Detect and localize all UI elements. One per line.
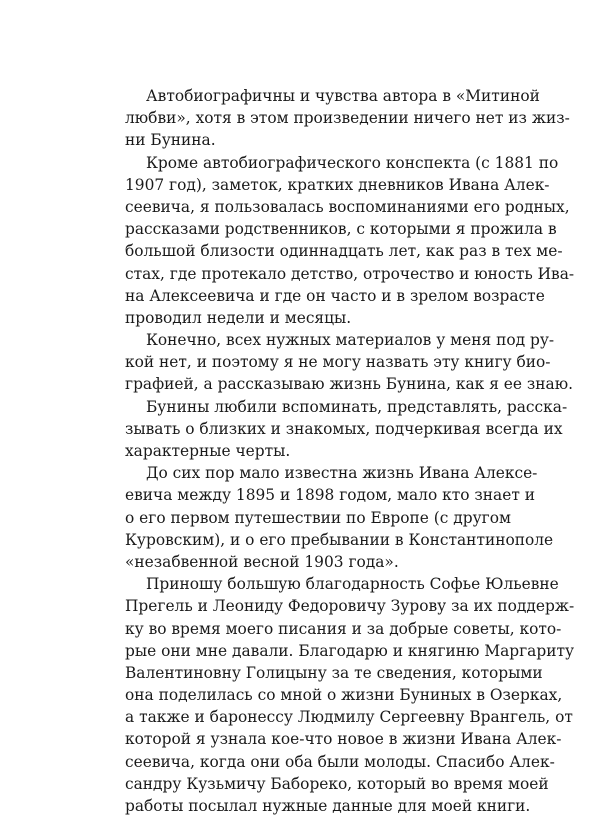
text-line: Приношу большую благодарность Софье Юльевне [146, 575, 559, 594]
text-line: она поделилась со мной о жизни Буниных в Озерках, [125, 686, 563, 705]
paragraph-4 [125, 396, 568, 463]
text-line: рассказами родственников, с которыми я прожила в [125, 220, 557, 239]
paragraph-1 [125, 85, 570, 152]
text-line: сеевича, когда они оба были молоды. Спасибо Алек- [125, 752, 555, 771]
text-line: графией, а рассказываю жизнь Бунина, как я ее знаю. [125, 375, 574, 394]
text-line: евича между 1895 и 1898 годом, мало кто знает и [125, 486, 536, 505]
text-line: большой близости одиннадцать лет, как раз в тех ме- [125, 242, 563, 261]
text-line: Валентиновну Голицыну за те сведения, которыми [125, 663, 543, 682]
text-line: зывать о близких и знакомых, подчеркивая всегда их [125, 419, 563, 438]
text-line: о его первом путешествии по Европе (с другом [125, 508, 511, 527]
text-line: Бунины любили вспоминать, представлять, расска- [146, 397, 568, 416]
text-line: 1907 год), заметок, кратких дневников Ивана Алек- [125, 175, 550, 194]
text-line: кой нет, и поэтому я не могу назвать эту книгу био- [125, 353, 551, 372]
paragraph-2 [125, 152, 575, 330]
text-line: стах, где протекало детство, отрочество и юность Ива- [125, 264, 575, 283]
paragraph-6 [125, 573, 575, 817]
text-line: работы посылал нужные данные для моей книги. [125, 797, 531, 815]
text-line: на Алексеевича и где он часто и в зрелом возрасте [125, 286, 545, 305]
text-line: Куровским), и о его пребывании в Константинополе [125, 530, 554, 549]
text-line: ни Бунина. [125, 131, 216, 150]
text-line: рые они мне давали. Благодарю и княгиню Маргариту [125, 641, 575, 660]
text-line: Кроме автобиографического конспекта (с 1881 по [146, 153, 559, 172]
text-line: которой я узнала кое-что новое в жизни Ивана Алек- [125, 730, 562, 749]
text-line: Прегель и Леониду Федоровичу Зурову за их поддерж- [125, 597, 575, 616]
paragraph-3 [125, 329, 574, 396]
text-line: «незабвенной весной 1903 года». [125, 552, 399, 571]
text-line: До сих пор мало известна жизнь Ивана Алексе- [146, 464, 538, 483]
text-line: а также и баронессу Людмилу Сергеевну Врангель, от [125, 708, 573, 727]
text-line: Автобиографичны и чувства автора в «Митиной [146, 87, 540, 105]
text-line: сеевича, я пользовалась воспоминаниями его родных, [125, 197, 570, 216]
text-line: ку во время моего писания и за добрые советы, кото- [125, 619, 562, 638]
text-line: Конечно, всех нужных материалов у меня под ру- [146, 331, 555, 350]
text-line: характерные черты. [125, 442, 291, 460]
text-line: любви», хотя в этом произведении ничего нет из жиз- [125, 109, 570, 128]
text-line: сандру Кузьмичу Бабореко, который во время моей [125, 774, 549, 793]
paragraph-5 [125, 462, 554, 573]
page-body [125, 85, 575, 817]
text-line: проводил недели и месяцы. [125, 308, 352, 327]
